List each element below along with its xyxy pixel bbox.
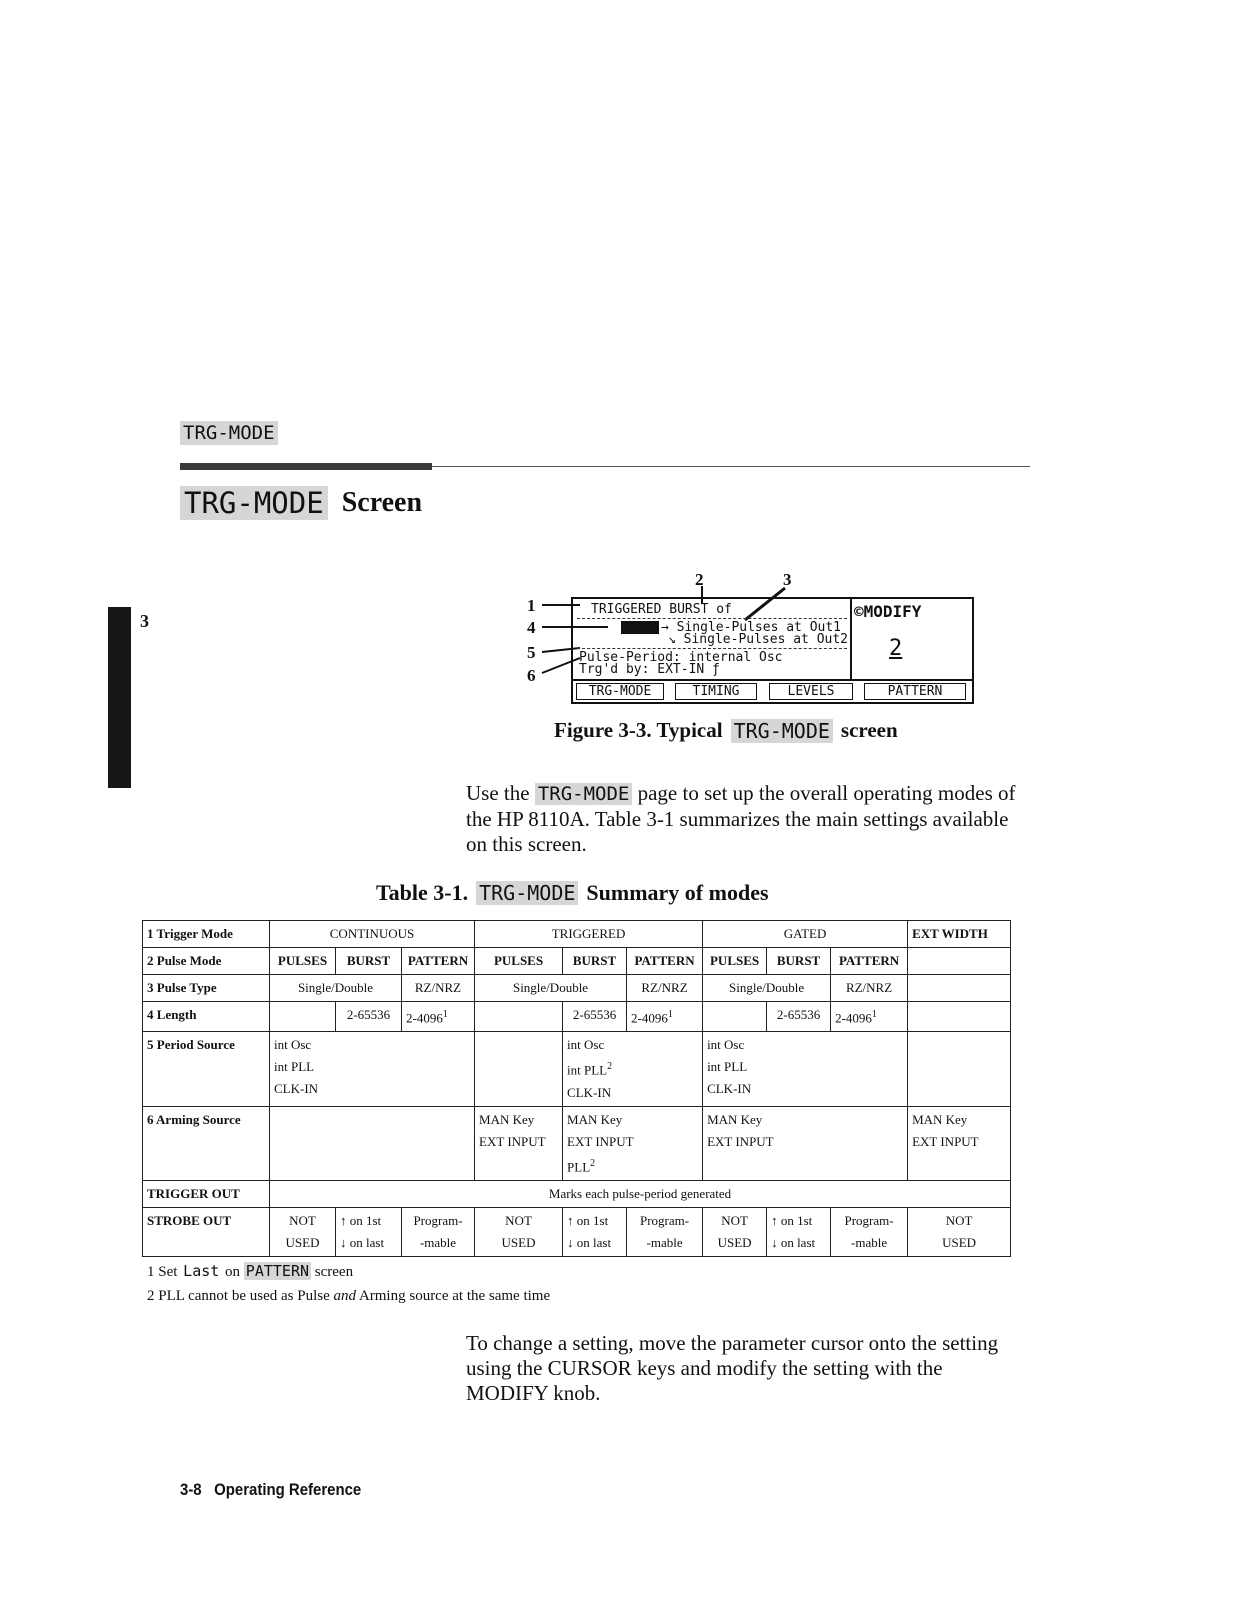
footnote-1: 1 Set Last on PATTERN screen (147, 1262, 354, 1280)
header-rule-thin (432, 466, 1030, 467)
cell-pulses: PULSES (475, 948, 563, 975)
cell-burst-length: 2-65536 (336, 1002, 402, 1032)
callout-4: 4 (527, 618, 536, 637)
softkey-levels: LEVELS (769, 683, 853, 700)
row-label-length: 4 Length (143, 1002, 270, 1032)
cell-pulses: PULSES (703, 948, 767, 975)
footer-section-name: Operating Reference (214, 1480, 362, 1499)
table-row (143, 1180, 1011, 1207)
cell-rz-nrz: RZ/NRZ (402, 975, 475, 1002)
cell-strobe-first-last: ↑ on 1st ↓ on last (563, 1207, 627, 1256)
cell-strobe-programmable: Program- -mable (627, 1207, 703, 1256)
intro-paragraph (466, 781, 1026, 857)
footnote-2: 2 PLL cannot be used as Pulse and Arming source at the same time (147, 1288, 551, 1304)
table-row (143, 1106, 1011, 1180)
cell-gated: GATED (703, 921, 908, 948)
footer-page-number: 3-8 (180, 1480, 202, 1499)
cell-empty (908, 1032, 1011, 1106)
cell-arming-gated: MAN Key EXT INPUT (703, 1106, 908, 1180)
table-title-suffix: Summary of modes (586, 880, 769, 905)
table-row (143, 1002, 1011, 1032)
section-title (180, 486, 422, 520)
softkey-timing: TIMING (675, 683, 757, 700)
lcd-line-out2: ↘ Single-Pulses at Out2 (668, 632, 849, 647)
cell-pattern-length: 2-4096$^1$ (831, 1002, 908, 1032)
row-label-strobe-out: STROBE OUT (143, 1207, 270, 1256)
row-label-trigger-out: TRIGGER OUT (143, 1180, 270, 1207)
table-row (143, 1032, 1011, 1106)
section-title-keyword: TRG-MODE (180, 486, 328, 520)
table-row (143, 948, 1011, 975)
cell-single-double: Single/Double (475, 975, 627, 1002)
cell-strobe-not-used: NOT USED (270, 1207, 336, 1256)
lcd-line-period-source: Pulse-Period: internal Osc (579, 650, 783, 665)
page-footer (180, 1480, 361, 1500)
cell-burst: BURST (336, 948, 402, 975)
cell-empty (703, 1002, 767, 1032)
lcd-dotted-divider (577, 618, 847, 619)
cell-strobe-not-used: NOT USED (703, 1207, 767, 1256)
lcd-dotted-divider (577, 648, 847, 649)
cell-empty (908, 948, 1011, 975)
figure-caption-keyword: TRG-MODE (731, 719, 833, 743)
row-label-arming-source: 6 Arming Source (143, 1106, 270, 1180)
figure-caption-suffix: screen (840, 718, 898, 742)
lcd-modify-label: ©MODIFY (854, 602, 922, 621)
table-row (143, 921, 1011, 948)
callout-2: 2 (695, 570, 704, 589)
lcd-modify-value: 2 (889, 636, 903, 661)
cell-triggered: TRIGGERED (475, 921, 703, 948)
cell-single-double: Single/Double (703, 975, 831, 1002)
lcd-cursor-field: 2 (621, 621, 659, 634)
row-label-pulse-mode: 2 Pulse Mode (143, 948, 270, 975)
cell-trigger-out: Marks each pulse-period generated (270, 1180, 1011, 1207)
cell-single-double: Single/Double (270, 975, 402, 1002)
header-rule-thick (180, 463, 432, 470)
lcd-screen (571, 597, 974, 704)
lcd-line-trigger-mode: TRIGGERED BURST of (591, 602, 732, 617)
cell-pulses: PULSES (270, 948, 336, 975)
cell-continuous: CONTINUOUS (270, 921, 475, 948)
cell-pattern-length: 2-4096$^1$ (627, 1002, 703, 1032)
cell-strobe-first-last: ↑ on 1st ↓ on last (336, 1207, 402, 1256)
cell-arming-triggered-pulses: MAN Key EXT INPUT (475, 1106, 563, 1180)
cell-strobe-programmable: Program- -mable (831, 1207, 908, 1256)
table-title-prefix: Table 3-1. (376, 880, 469, 905)
row-label-period-source: 5 Period Source (143, 1032, 270, 1106)
cell-pattern: PATTERN (831, 948, 908, 975)
figure-caption (554, 718, 898, 743)
chapter-number: 3 (140, 611, 149, 631)
table-row (143, 1207, 1011, 1256)
table-title (376, 880, 769, 906)
intro-text-before: Use the (466, 781, 530, 805)
footnote-keyword-last: Last (183, 1262, 220, 1280)
cell-rz-nrz: RZ/NRZ (831, 975, 908, 1002)
cell-empty (475, 1032, 563, 1106)
cell-empty (475, 1002, 563, 1032)
outro-paragraph: To change a setting, move the parameter cursor onto the setting using the CURSOR keys and modify the setting with the MODIFY knob. (466, 1331, 999, 1405)
cell-strobe-programmable: Program- -mable (402, 1207, 475, 1256)
footnote-keyword-pattern: PATTERN (245, 1262, 310, 1280)
cell-empty (908, 975, 1011, 1002)
cell-pattern: PATTERN (627, 948, 703, 975)
cell-pattern-length: 2-4096$^1$ (402, 1002, 475, 1032)
callout-6: 6 (527, 666, 536, 685)
callout-1: 1 (527, 596, 536, 615)
cell-burst-length: 2-65536 (563, 1002, 627, 1032)
cell-strobe-first-last: ↑ on 1st ↓ on last (767, 1207, 831, 1256)
intro-text-after: page to set up the overall operating modes of the HP 8110A. Table 3-1 summarizes the main settings available on this screen. (466, 781, 1016, 856)
cell-burst-length: 2-65536 (767, 1002, 831, 1032)
lcd-horizontal-divider (573, 679, 972, 681)
cell-ext-width: EXT WIDTH (908, 921, 1011, 948)
cell-period-triggered: int Osc int PLL$^2$ CLK-IN (563, 1032, 703, 1106)
softkey-trg-mode: TRG-MODE (576, 683, 664, 700)
cell-period-gated: int Osc int PLL CLK-IN (703, 1032, 908, 1106)
figure-caption-prefix: Figure 3-3. Typical (554, 718, 723, 742)
table-row (143, 975, 1011, 1002)
row-label-pulse-type: 3 Pulse Type (143, 975, 270, 1002)
intro-keyword: TRG-MODE (535, 783, 633, 805)
cell-arming-triggered-burst: MAN Key EXT INPUT PLL$^2$ (563, 1106, 703, 1180)
cell-strobe-not-used: NOT USED (475, 1207, 563, 1256)
chapter-thumb-tab (108, 607, 131, 788)
row-label-trigger-mode: 1 Trigger Mode (143, 921, 270, 948)
cell-burst: BURST (563, 948, 627, 975)
cell-burst: BURST (767, 948, 831, 975)
cell-period-continuous: int Osc int PLL CLK-IN (270, 1032, 475, 1106)
callout-3: 3 (783, 570, 792, 589)
cell-empty (270, 1002, 336, 1032)
cell-rz-nrz: RZ/NRZ (627, 975, 703, 1002)
section-title-text: Screen (341, 487, 423, 518)
cell-empty (270, 1106, 475, 1180)
table-title-keyword: TRG-MODE (476, 881, 578, 905)
running-header-label: TRG-MODE (180, 421, 278, 445)
cell-pattern: PATTERN (402, 948, 475, 975)
lcd-line-out1: → Single-Pulses at Out1 (661, 620, 842, 635)
lcd-vertical-divider (850, 599, 852, 679)
callout-5: 5 (527, 643, 536, 662)
modes-summary-table (142, 920, 1011, 1257)
softkey-pattern: PATTERN (864, 683, 966, 700)
lcd-line-arming-source: Trg'd by: EXT-IN ƒ (579, 662, 720, 677)
cell-arming-ext-width: MAN Key EXT INPUT (908, 1106, 1011, 1180)
cell-empty (908, 1002, 1011, 1032)
cell-strobe-not-used: NOT USED (908, 1207, 1011, 1256)
